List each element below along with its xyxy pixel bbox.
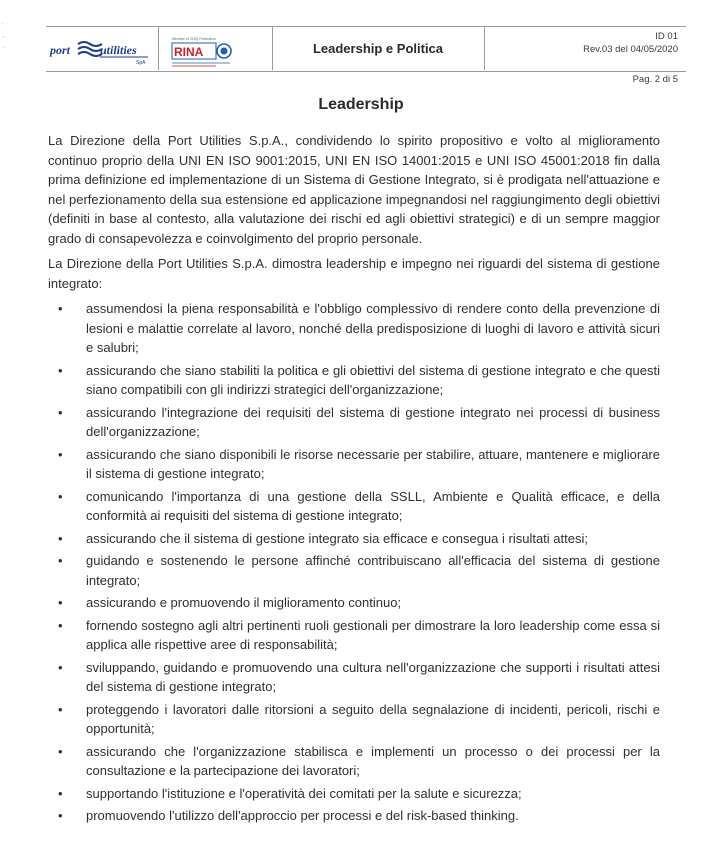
bullet-icon: • xyxy=(58,530,63,546)
section-heading: Leadership xyxy=(318,96,404,113)
list-item xyxy=(48,616,660,655)
commitment-list xyxy=(48,299,660,826)
list-item xyxy=(48,403,660,442)
list-item xyxy=(48,806,660,826)
bullet-icon: • xyxy=(58,808,63,823)
rina-certification-logo xyxy=(164,34,268,68)
bullet-icon: • xyxy=(58,362,63,378)
list-item xyxy=(48,445,660,484)
margin-mark: ' xyxy=(2,22,4,31)
list-item-text: promuovendo l'utilizzo dell'approccio per processi e del risk-based thinking. xyxy=(86,808,519,823)
list-item xyxy=(48,784,660,804)
margin-mark: . xyxy=(2,41,5,50)
header-divider xyxy=(272,26,273,70)
svg-text:utilities: utilities xyxy=(100,43,137,57)
document-meta xyxy=(583,30,678,56)
bullet-icon: • xyxy=(58,595,63,610)
list-item-text: supportando l'istituzione e l'operatività dei comitati per la salute e sicurezza; xyxy=(86,785,522,801)
page-number: Pag. 2 di 5 xyxy=(632,74,678,85)
leadership-paragraph: La Direzione della Port Utilities S.p.A. dimostra leadership e impegno nei riguardi del sistema di gestione integrato: xyxy=(48,256,660,291)
list-item-text: sviluppando, guidando e promuovendo una cultura nell'organizzazione che supporti i risultati attesi del sistema di gestione integrato; xyxy=(86,659,660,694)
port-utilities-logo xyxy=(48,36,152,66)
list-item-text: assicurando che il sistema di gestione integrato sia efficace e consegua i risultati attesi; xyxy=(86,530,588,546)
bullet-icon: • xyxy=(58,446,63,462)
bullet-icon: • xyxy=(58,743,63,759)
document-revision: Rev.03 del 04/05/2020 xyxy=(583,44,678,55)
list-item-text: assicurando che siano stabiliti la politica e gli obiettivi del sistema di gestione integrato e che questi siano compatibili con gli indirizzi strategici dell'organizzazione; xyxy=(86,362,660,397)
list-item-text: fornendo sostegno agli altri pertinenti ruoli gestionali per dimostrare la loro leadership come essa si applica alle rispettive aree di responsabilità; xyxy=(86,617,660,652)
intro-paragraph: La Direzione della Port Utilities S.p.A., condividendo lo spirito propositivo e volto al miglioramento continuo proprio della UNI EN ISO 9001:2015, UNI EN ISO 14001:2015 e UNI ISO 45001:2018 fin dalla prima definizione ed implementazione di un Sistema di Gestione Integrato, si è prodigata nell'attuazione e nel perfezionamento della sua estensione ed applicazione impegnandosi nel raggiungimento degli obiettivi (definiti in base al contesto, alla valutazione dei rischi ed agli obiettivi strategici) e di un sempre maggior grado di consapevolezza e coinvolgimento del proprio personale. xyxy=(48,133,660,246)
list-item-text: assicurando che l'organizzazione stabilisca e implementi un processo o dei processi per la consultazione e la partecipazione dei lavoratori; xyxy=(86,743,660,778)
header-divider xyxy=(484,26,485,70)
list-item-text: assumendosi la piena responsabilità e l'obbligo complessivo di rendere conto della prevenzione di lesioni e malattie correlate al lavoro, nonché della predisposizione di luoghi di lavoro e attività sicuri e salubri; xyxy=(86,301,660,355)
margin-mark: - xyxy=(2,32,5,41)
list-item-text: assicurando che siano disponibili le risorse necessarie per stabilire, attuare, mantenere e migliorare il sistema di gestione integrato; xyxy=(86,446,660,481)
list-item xyxy=(48,742,660,781)
list-item-text: guidando e sostenendo le persone affinché contribuiscano all'efficacia del sistema di gestione integrato; xyxy=(86,553,660,588)
bullet-icon: • xyxy=(58,701,63,717)
document-id: ID 01 xyxy=(655,31,678,42)
bullet-icon: • xyxy=(58,301,63,316)
svg-text:SpA: SpA xyxy=(136,60,146,66)
header-divider xyxy=(158,26,159,70)
list-item-text: comunicando l'importanza di una gestione della SSLL, Ambiente e Qualità efficace, e della conformità ai requisiti del sistema di gestione integrato; xyxy=(86,488,660,523)
svg-text:Member of CISQ Federation: Member of CISQ Federation xyxy=(172,37,216,41)
list-item xyxy=(48,487,660,526)
list-item xyxy=(48,529,660,549)
svg-text:RINA: RINA xyxy=(174,45,204,59)
bullet-icon: • xyxy=(58,404,63,420)
bullet-icon: • xyxy=(58,553,63,568)
bullet-icon: • xyxy=(58,617,63,633)
document-body xyxy=(48,131,660,829)
bullet-icon: • xyxy=(58,785,63,801)
bullet-icon: • xyxy=(58,659,63,675)
list-item xyxy=(48,551,660,590)
list-item-text: proteggendo i lavoratori dalle ritorsioni a seguito della segnalazione di incidenti, pericoli, rischi e opportunità; xyxy=(86,701,660,736)
bullet-icon: • xyxy=(58,488,63,504)
list-item-text: assicurando e promuovendo il miglioramento continuo; xyxy=(86,595,402,610)
list-item-text: assicurando l'integrazione dei requisiti del sistema di gestione integrato nei processi di business dell'organizzazione; xyxy=(86,404,660,439)
document-title: Leadership e Politica xyxy=(312,40,444,56)
list-item xyxy=(48,658,660,697)
list-item xyxy=(48,700,660,739)
document-header xyxy=(46,14,686,85)
svg-text:port: port xyxy=(50,43,71,57)
list-item xyxy=(48,299,660,358)
list-item xyxy=(48,361,660,400)
list-item xyxy=(48,593,660,613)
